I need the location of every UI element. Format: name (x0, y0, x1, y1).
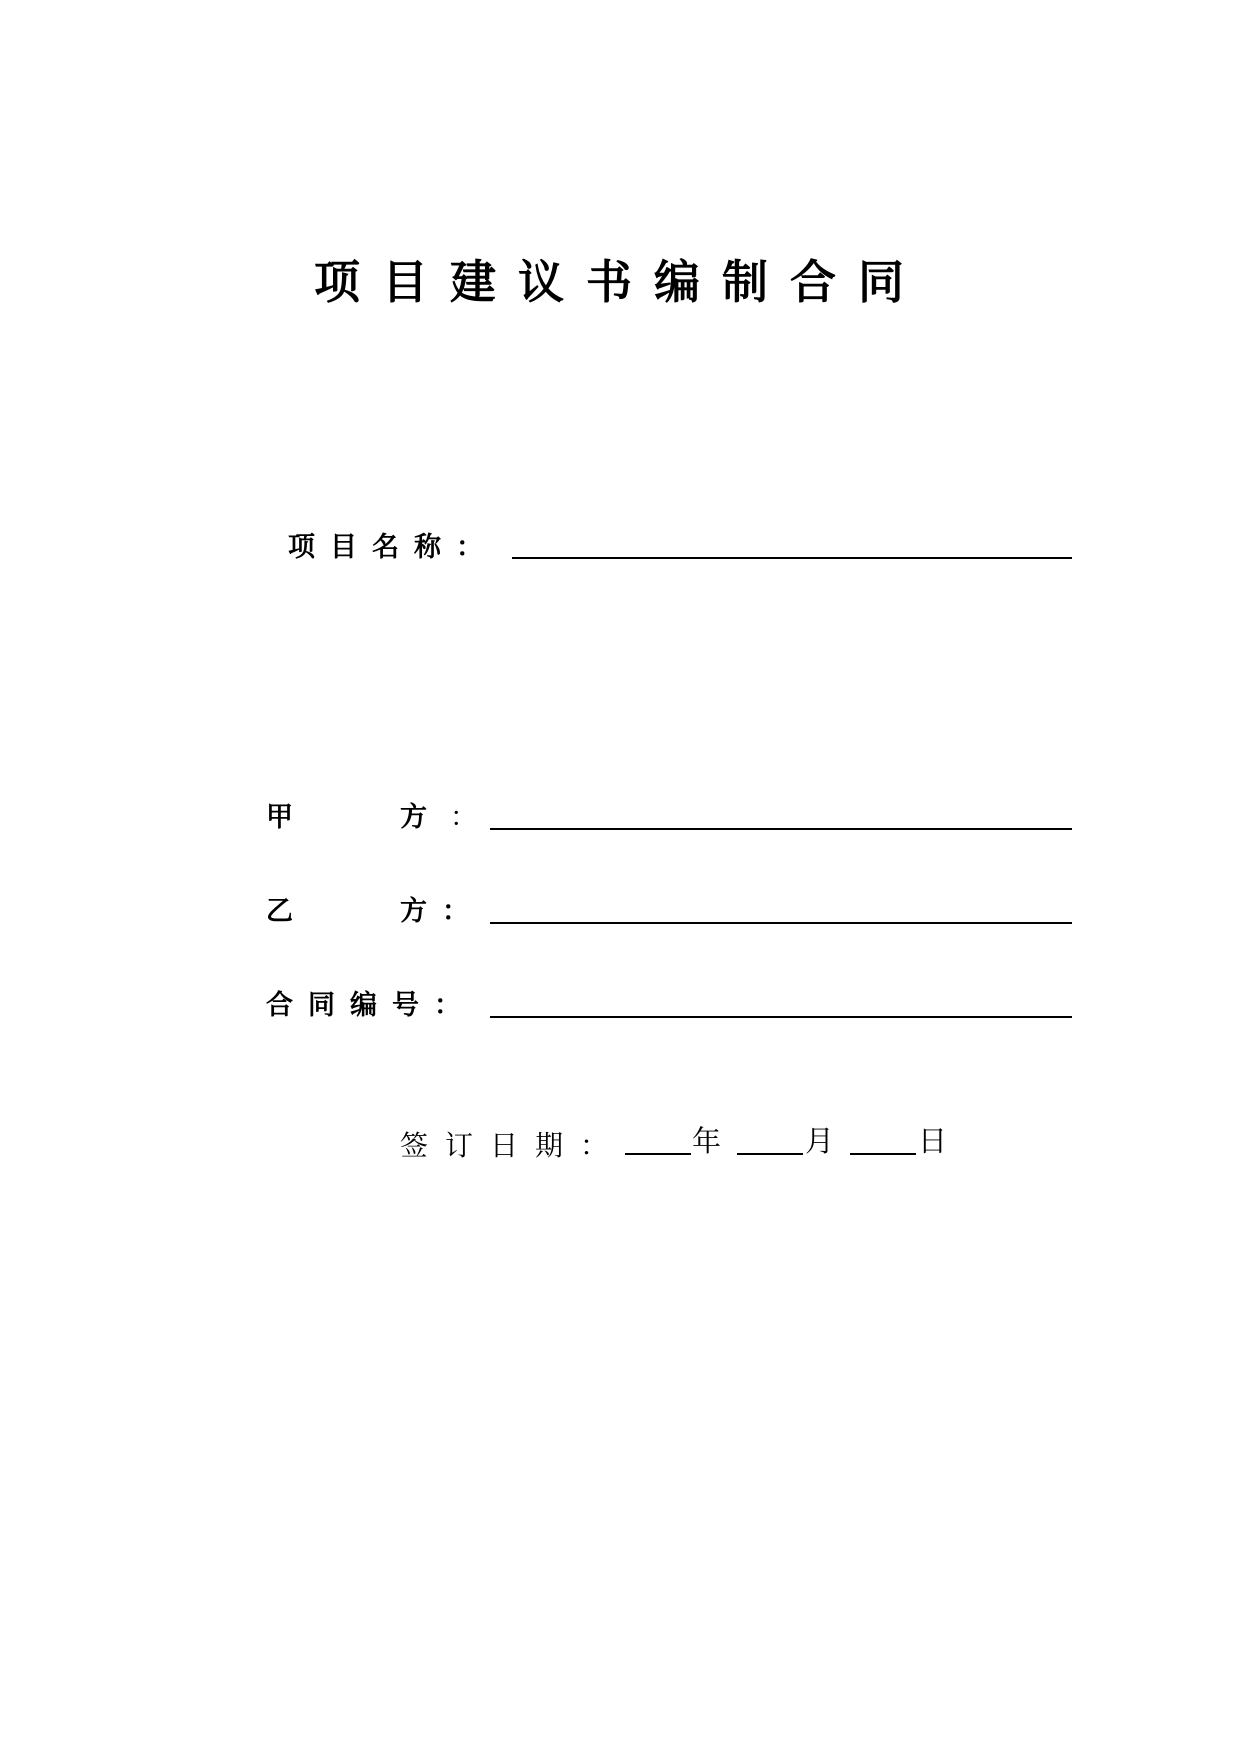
signing-month-field[interactable] (737, 1153, 803, 1155)
party-a-label-char2: 方 (400, 802, 427, 833)
party-a-field[interactable] (490, 828, 1072, 830)
contract-number-field[interactable] (490, 1016, 1072, 1018)
document-title: 项目建议书编制合同 (314, 255, 926, 309)
party-a-colon: ： (450, 802, 477, 833)
party-b-field[interactable] (490, 922, 1072, 924)
signing-year-field[interactable] (625, 1153, 691, 1155)
signing-date-label: 签订日期： (400, 1129, 626, 1162)
project-name-label: 项目名称： (288, 532, 498, 563)
party-b-label-char2: 方 (400, 896, 427, 927)
day-unit: 日 (918, 1124, 948, 1158)
contract-number-label: 合同编号： (266, 990, 476, 1021)
project-name-field[interactable] (512, 557, 1072, 559)
party-a-label-char1: 甲 (266, 802, 293, 833)
year-unit: 年 (692, 1124, 722, 1158)
party-b-label-char1: 乙 (266, 896, 293, 927)
party-b-colon: ： (442, 896, 469, 927)
month-unit: 月 (805, 1124, 835, 1158)
signing-day-field[interactable] (850, 1153, 916, 1155)
